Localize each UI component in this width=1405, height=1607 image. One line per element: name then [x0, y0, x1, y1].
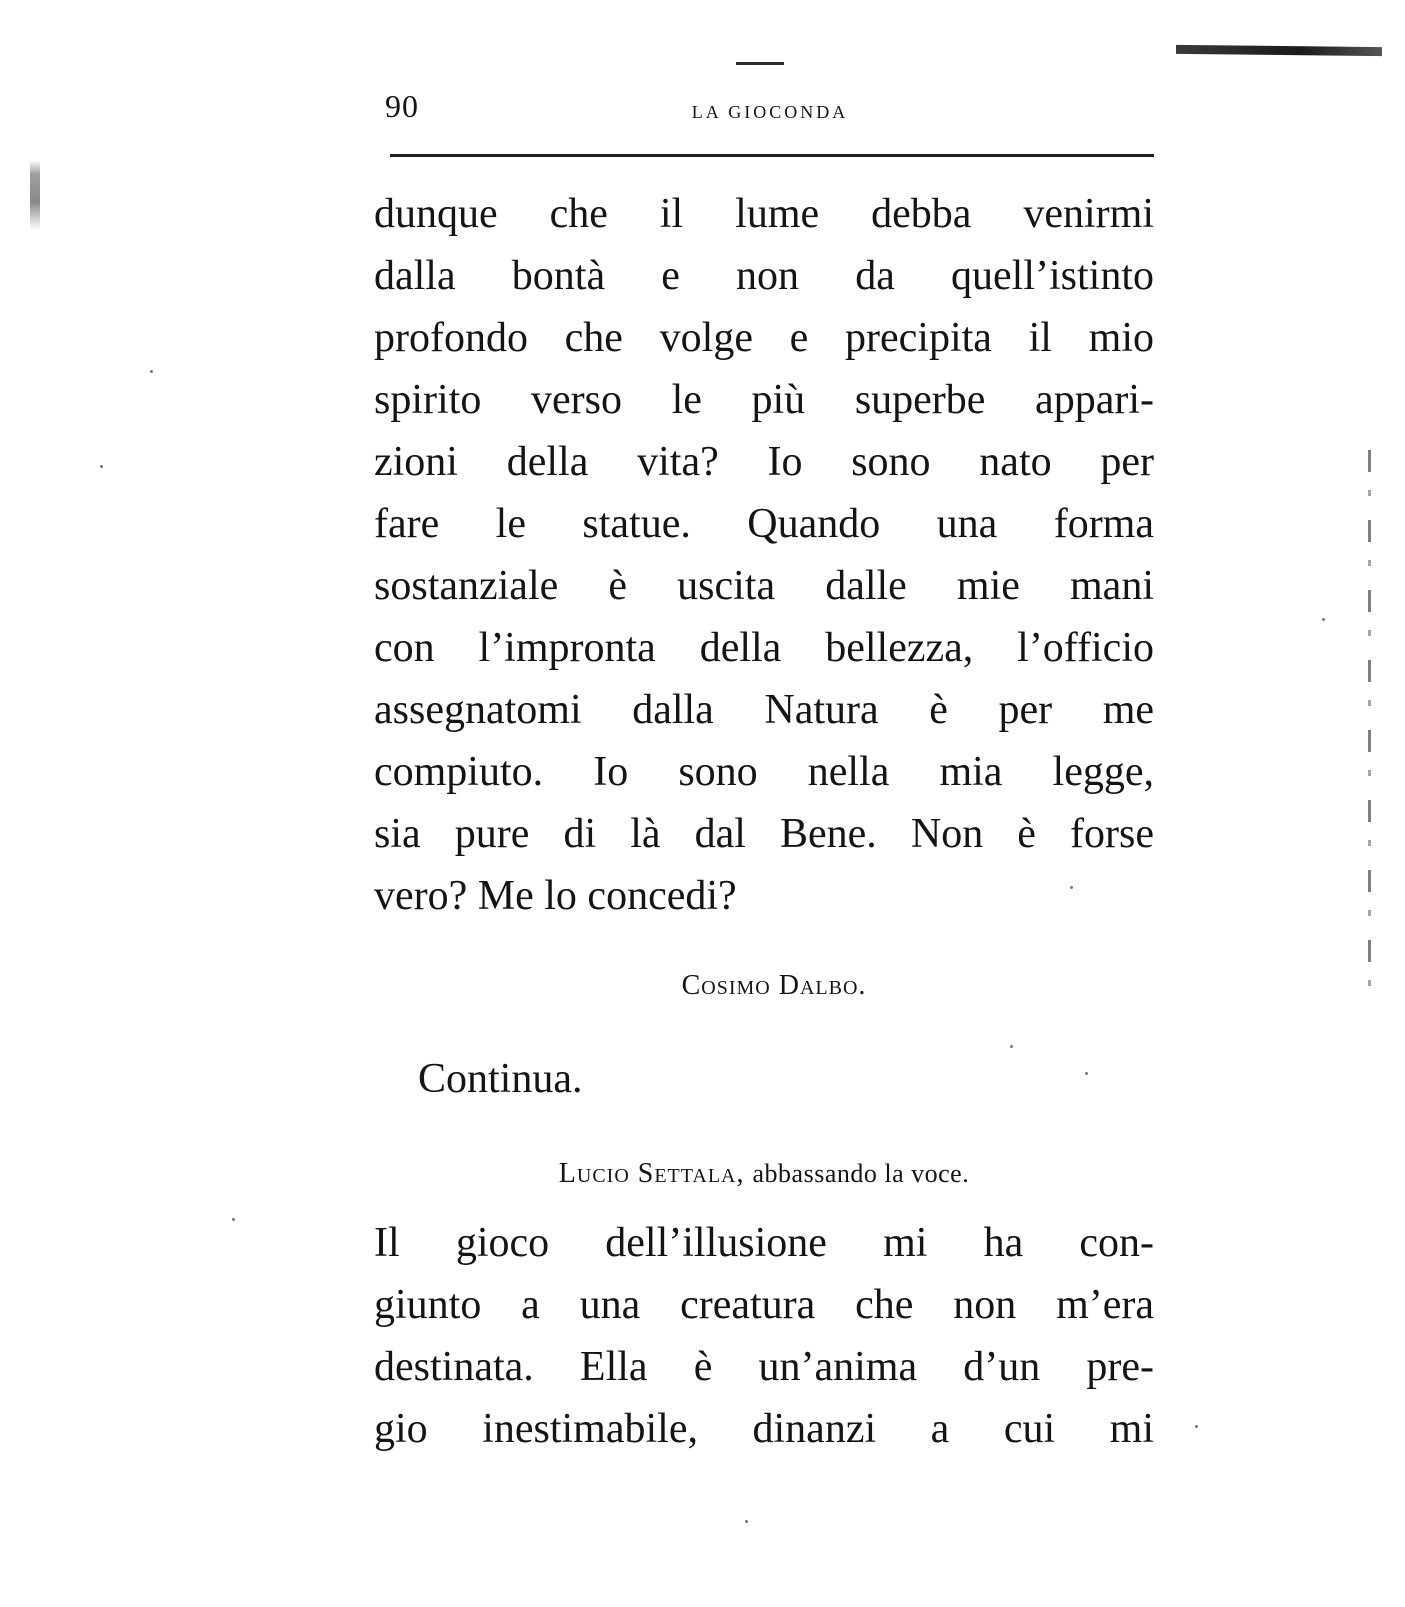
- text-line: Il gioco dell’illusione mi ha con-: [374, 1220, 1154, 1266]
- text-line: profondo che volge e precipita il mio: [374, 315, 1154, 361]
- text-line: giunto a una creatura che non m’era: [374, 1282, 1154, 1328]
- scan-speck: [100, 465, 103, 468]
- passage-1: [374, 183, 1154, 927]
- text-line: sostanziale è uscita dalle mie mani: [374, 563, 1154, 609]
- page-edge-shadow: [1368, 450, 1371, 1010]
- speaker-heading: [374, 970, 1154, 1002]
- text-line: fare le statue. Quando una forma: [374, 501, 1154, 547]
- text-line: con l’impronta della bellezza, l’officio: [374, 625, 1154, 671]
- stage-direction: abbassando la voce.: [752, 1159, 970, 1188]
- text-line: assegnatomi dalla Natura è per me: [374, 687, 1154, 733]
- text-line: gio inestimabile, dinanzi a cui mi: [374, 1406, 1154, 1452]
- reply-text: Continua.: [418, 1056, 583, 1102]
- scan-speck: [150, 370, 153, 373]
- scan-speck: [232, 1218, 235, 1221]
- scan-smudge: [30, 160, 40, 230]
- speaker-name: Lucio Settala,: [558, 1158, 745, 1189]
- speaker-heading: [374, 1158, 1154, 1190]
- text-line: dunque che il lume debba venirmi: [374, 191, 1154, 237]
- scan-edge-bar: [1176, 45, 1382, 56]
- passage-2: [374, 1212, 1154, 1460]
- page-number: 90: [385, 88, 419, 124]
- text-line: destinata. Ella è un’anima d’un pre-: [374, 1344, 1154, 1390]
- top-center-mark: [736, 62, 784, 65]
- scan-speck: [1085, 1072, 1088, 1075]
- text-line: vero? Me lo concedi?: [374, 873, 737, 919]
- scan-speck: [1322, 618, 1325, 621]
- text-line: dalla bontà e non da quell’istinto: [374, 253, 1154, 299]
- speaker-name: Cosimo Dalbo.: [681, 970, 867, 1001]
- scan-speck: [1010, 1045, 1013, 1048]
- text-line: spirito verso le più superbe appari-: [374, 377, 1154, 423]
- running-title: LA GIOCONDA: [691, 102, 849, 122]
- page-header: [385, 88, 1155, 128]
- text-line: zioni della vita? Io sono nato per: [374, 439, 1154, 485]
- header-rule: [390, 154, 1154, 157]
- text-line: compiuto. Io sono nella mia legge,: [374, 749, 1154, 795]
- scan-speck: [745, 1520, 748, 1523]
- text-line: sia pure di là dal Bene. Non è forse: [374, 811, 1154, 857]
- scan-speck: [1195, 1425, 1198, 1428]
